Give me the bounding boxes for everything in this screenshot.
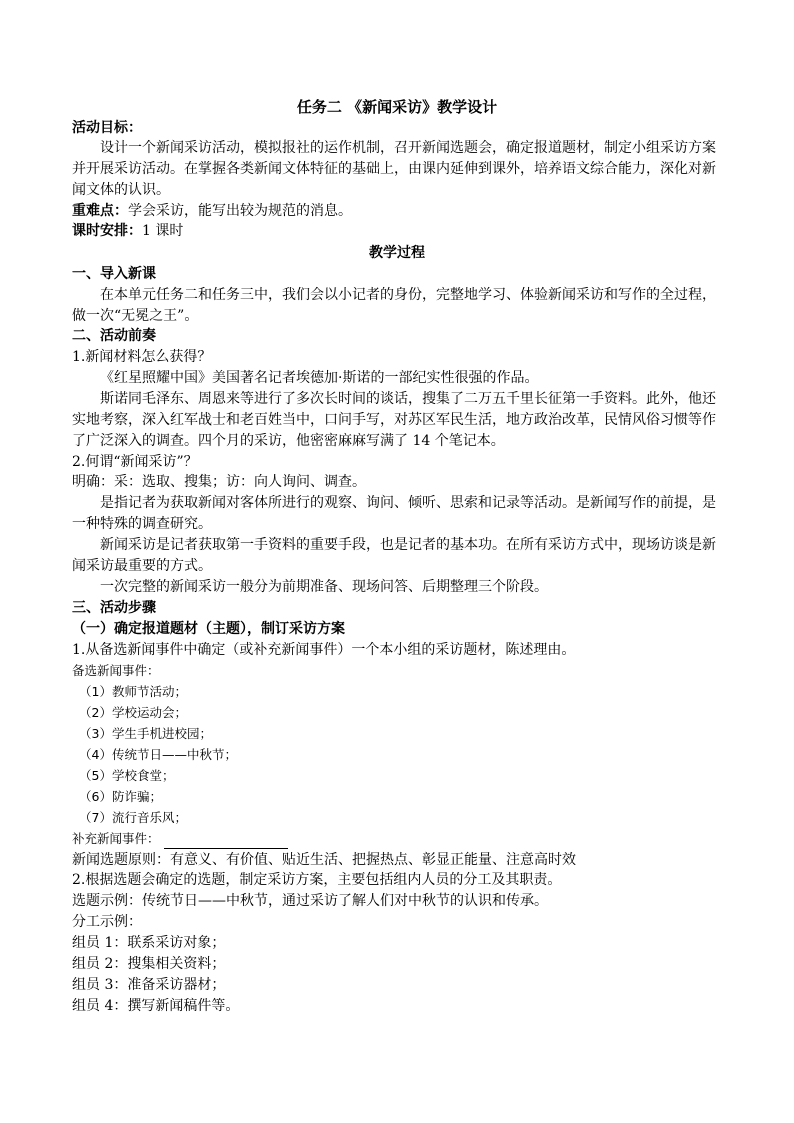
- key-point: [72, 201, 352, 221]
- section3-heading: 三、活动步骤: [72, 600, 156, 616]
- objective-line-1: 设计一个新闻采访活动，模拟报社的运作机制，召开新闻选题会，确定报道题材，制定小组采访方案: [100, 140, 716, 156]
- step-1: 1.从备选新闻事件中确定（或补充新闻事件）一个本小组的采访题材，陈述理由。: [72, 642, 576, 658]
- supplement-line: [72, 829, 288, 849]
- paragraph-snow-2: 实地考察，深入红军战士和老百姓当中，口问手写，对苏区军民生活，地方政治改革，民情风俗习惯等作: [72, 412, 716, 428]
- section1-line-1: 在本单元任务二和任务三中，我们会以小记者的身份，完整地学习、体验新闻采访和写作的全过程，: [100, 287, 716, 303]
- schedule: [72, 221, 183, 241]
- event-item: （2）学校运动会；: [79, 705, 187, 720]
- question-1: 1.新闻材料怎么获得？: [72, 349, 212, 365]
- subsection-1-heading: （一）确定报道题材（主题），制订采访方案: [72, 621, 345, 637]
- event-item: （3）学生手机进校园；: [79, 726, 212, 741]
- events-label: 备选新闻事件：: [72, 663, 160, 678]
- paragraph-snow-3: 了广泛深入的调查。四个月的采访，他密密麻麻写满了 14 个笔记本。: [72, 433, 505, 449]
- supplement-label: 补充新闻事件：: [72, 831, 160, 846]
- objective-line-2: 并开展采访活动。在掌握各类新闻文体特征的基础上，由课内延伸到课外，培养语文综合能力，深化对新: [72, 161, 716, 177]
- section1-heading: 一、导入新课: [72, 266, 156, 282]
- importance-line-2: 闻采访最重要的方式。: [72, 558, 212, 574]
- objective-heading: 活动目标：: [72, 120, 142, 136]
- clarify-line: 明确：采：选取、搜集；访：向人询问、调查。: [72, 474, 366, 490]
- section2-heading: 二、活动前奏: [72, 328, 156, 344]
- step-2: 2.根据选题会确定的选题，制定采访方案，主要包括组内人员的分工及其职责。: [72, 872, 562, 888]
- member-item: 组员 1：联系采访对象；: [72, 935, 226, 951]
- schedule-label: 课时安排：: [72, 223, 142, 239]
- paragraph-red-star: 《红星照耀中国》美国著名记者埃德加·斯诺的一部纪实性很强的作品。: [100, 370, 539, 386]
- supplement-blank: [164, 834, 288, 849]
- event-item: （5）学校食堂；: [79, 768, 175, 783]
- stages-line: 一次完整的新闻采访一般分为前期准备、现场问答、后期整理三个阶段。: [100, 579, 548, 595]
- event-item: （7）流行音乐风；: [79, 810, 187, 825]
- process-heading: 教学过程: [369, 245, 425, 261]
- schedule-text: 1 课时: [142, 223, 184, 239]
- key-point-label: 重难点：: [72, 203, 128, 219]
- section1-line-2: 做一次“无冕之王”。: [72, 308, 199, 324]
- event-item: （6）防诈骗；: [79, 789, 162, 804]
- member-item: 组员 4：撰写新闻稿件等。: [72, 998, 240, 1014]
- member-item: 组员 2：搜集相关资料；: [72, 956, 226, 972]
- key-point-text: 学会采访，能写出较为规范的消息。: [128, 203, 352, 219]
- paragraph-snow-1: 斯诺同毛泽东、周恩来等进行了多次长时间的谈话，搜集了二万五千里长征第一手资料。此外，他还: [100, 391, 716, 407]
- objective-line-3: 闻文体的认识。: [72, 182, 170, 198]
- definition-line-1: 是指记者为获取新闻对客体所进行的观察、询问、倾听、思索和记录等活动。是新闻写作的前提，是: [100, 495, 716, 511]
- document-title: 任务二 《新闻采访》教学设计: [296, 98, 498, 116]
- selection-principle: 新闻选题原则：有意义、有价值、贴近生活、把握热点、彰显正能量、注意高时效: [72, 852, 576, 868]
- event-item: （1）教师节活动；: [79, 684, 187, 699]
- member-item: 组员 3：准备采访器材；: [72, 977, 226, 993]
- event-item: （4）传统节日——中秋节；: [79, 747, 237, 762]
- division-label: 分工示例：: [72, 914, 142, 930]
- definition-line-2: 一种特殊的调查研究。: [72, 516, 212, 532]
- topic-example: 选题示例：传统节日——中秋节，通过采访了解人们对中秋节的认识和传承。: [72, 893, 548, 909]
- importance-line-1: 新闻采访是记者获取第一手资料的重要手段，也是记者的基本功。在所有采访方式中，现场访谈是新: [100, 537, 716, 553]
- question-2: 2.何谓“新闻采访”？: [72, 454, 198, 470]
